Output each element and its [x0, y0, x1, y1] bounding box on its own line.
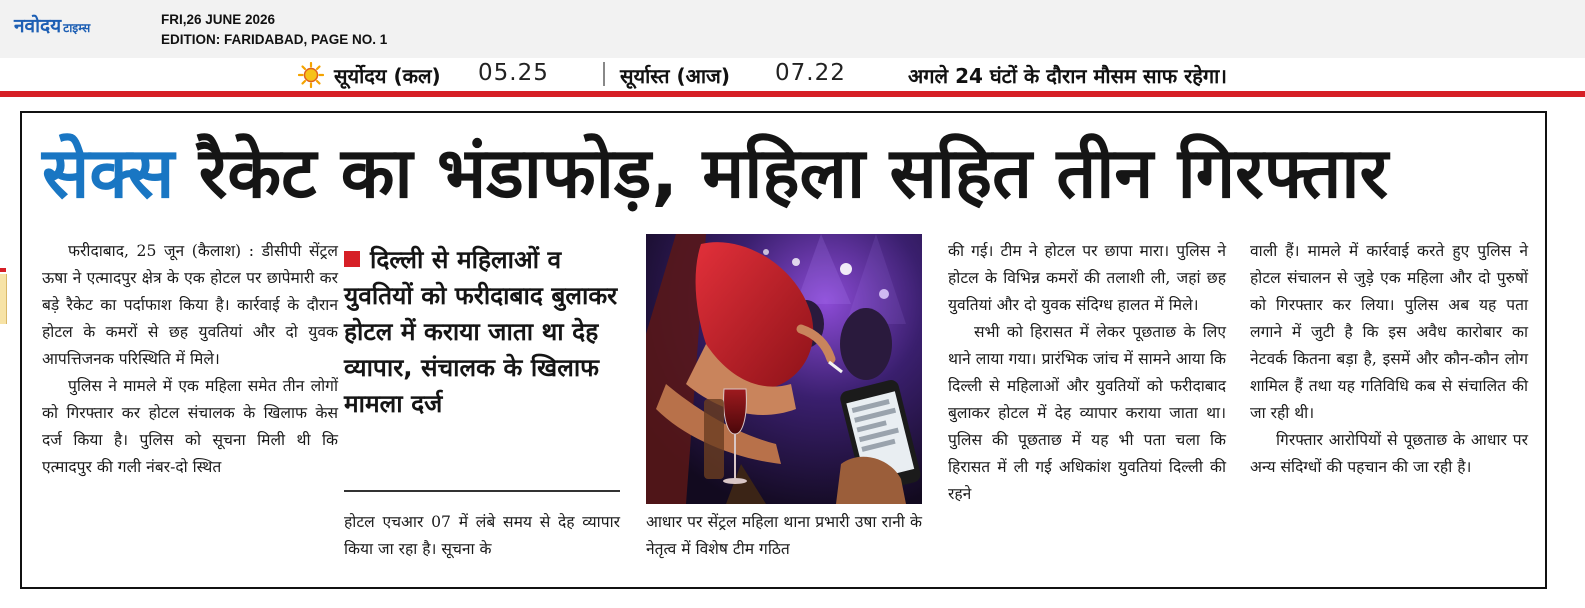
paragraph: फरीदाबाद, 25 जून (कैलाश) : डीसीपी सेंट्रल ऊषा ने एत्मादपुर क्षेत्र के एक होटल पर छापेमारी कर बड़े रैकेट का पर्दाफाश किया है। कार्रवाई के दौरान होटल के कमरों से छह युवतियां और दो युवक आपत्तिजनक परिस्थिति में मिले। — [42, 242, 338, 368]
subheadline-text: दिल्ली से महिलाओं व युवतियों को फरीदाबाद बुलाकर होटल में कराया जाता था देह व्यापार, संचालक के खिलाफ मामला दर्ज — [344, 245, 618, 418]
weather-separator — [603, 62, 605, 86]
paragraph: गिरफ्तार आरोपियों से पूछताछ के आधार पर अन्य संदिग्धों की पहचान की जा रही है। — [1250, 431, 1528, 476]
article-subheadline — [344, 242, 620, 422]
header-red-rule — [0, 91, 1585, 97]
photo-illustration — [646, 234, 922, 504]
paragraph: आधार पर सेंट्रल महिला थाना प्रभारी उषा रानी के नेतृत्व में विशेष टीम गठित — [646, 513, 922, 558]
article-column-2 — [344, 509, 620, 563]
sunrise-time: 05.25 — [478, 60, 549, 86]
edition-info — [161, 10, 387, 50]
edition-line: EDITION: FARIDABAD, PAGE NO. 1 — [161, 32, 388, 47]
subheadline-rule — [344, 490, 620, 492]
edge-mark-red — [0, 268, 6, 272]
sunset-time: 07.22 — [775, 60, 846, 86]
article-column-photo-text — [646, 509, 922, 563]
article-photo[interactable] — [646, 234, 922, 504]
article-column-1 — [42, 238, 338, 481]
article-column-3 — [948, 238, 1226, 508]
weather-forecast: अगले 24 घंटों के दौरान मौसम साफ रहेगा। — [908, 64, 1227, 88]
newspaper-logo[interactable] — [14, 12, 90, 38]
article-column-4 — [1250, 238, 1528, 481]
logo-sub: टाइम्स — [63, 21, 91, 35]
edge-mark-tab[interactable] — [0, 274, 7, 324]
sun-icon — [298, 62, 324, 88]
weather-strip — [0, 58, 1585, 91]
paragraph: होटल एचआर 07 में लंबे समय से देह व्यापार किया जा रहा है। सूचना के — [344, 513, 620, 558]
masthead-bar — [0, 0, 1585, 58]
article-headline — [42, 121, 1532, 225]
article-box — [20, 111, 1547, 589]
headline-text: रैकेट का भंडाफोड़, महिला सहित तीन गिरफ्तार — [174, 132, 1389, 214]
paragraph: वाली हैं। मामले में कार्रवाई करते हुए पुलिस ने होटल संचालन से जुड़े एक महिला और दो पुरुषों को गिरफ्तार कर लिया। पुलिस अब यह पता लगाने में जुटी है कि इस अवैध कारोबार का नेटवर्क कितना बड़ा है, इसमें और कौन-कौन लोग शामिल हैं तथा यह गतिविधि कब से संचालित की जा रही थी। — [1250, 242, 1528, 422]
square-bullet-icon — [344, 251, 360, 267]
sunset-label: सूर्यास्त (आज) — [620, 64, 731, 88]
headline-highlight: सेक्स — [42, 132, 175, 214]
paragraph: पुलिस ने मामले में एक महिला समेत तीन लोगों को गिरफ्तार कर होटल संचालक के खिलाफ केस दर्ज किया है। पुलिस को सूचना मिली थी कि एत्मादपुर की गली नंबर-दो स्थित — [42, 377, 338, 476]
paragraph: सभी को हिरासत में लेकर पूछताछ के लिए थाने लाया गया। प्रारंभिक जांच में सामने आया कि दिल्ली से महिलाओं और युवतियों को फरीदाबाद बुलाकर होटल में देह व्यापार कराया जाता था। पुलिस की पूछताछ में यह भी पता चला कि हिरासत में ली गई अधिकांश युवतियां दिल्ली की रहने — [948, 323, 1226, 503]
date-line: FRI,26 JUNE 2026 — [161, 12, 276, 27]
sunrise-label: सूर्योदय (कल) — [334, 64, 441, 88]
paragraph: की गई। टीम ने होटल पर छापा मारा। पुलिस ने होटल के विभिन्न कमरों की तलाशी ली, जहां छह युवतियां और दो युवक संदिग्ध हालत में मिले। — [948, 242, 1226, 314]
logo-main: नवोदय — [14, 15, 62, 37]
